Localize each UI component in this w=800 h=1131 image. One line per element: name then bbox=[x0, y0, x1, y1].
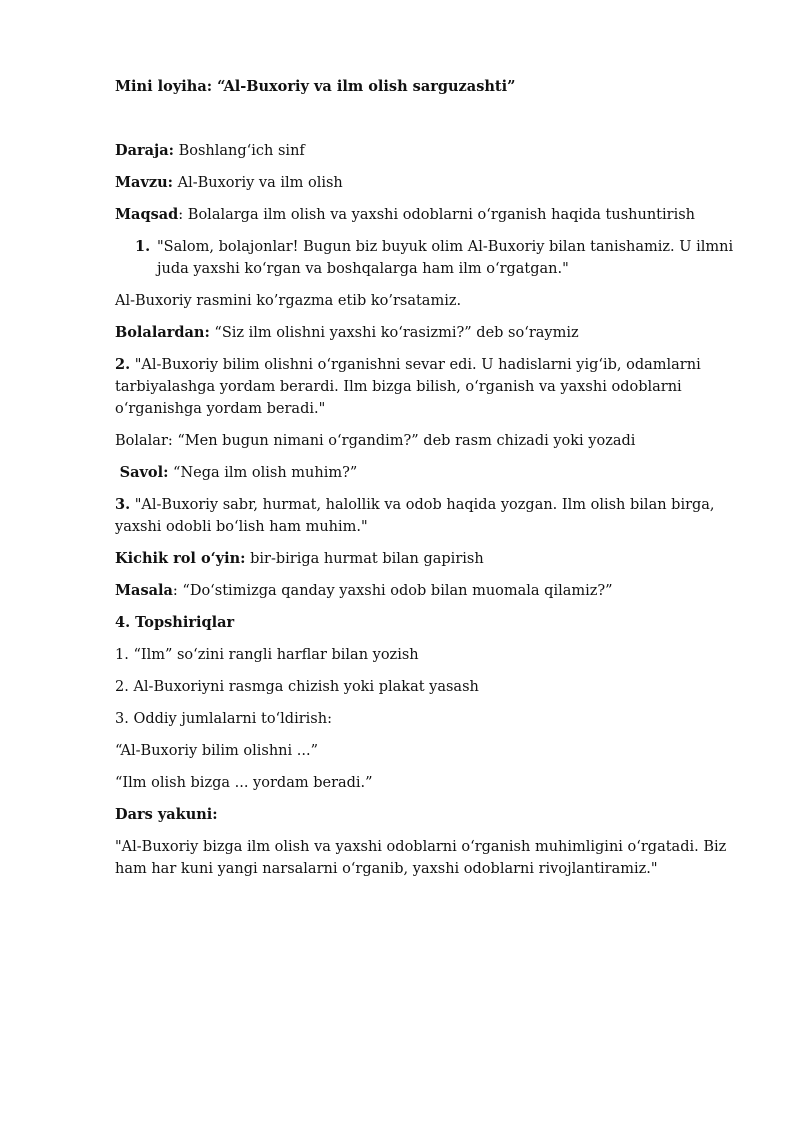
document-title bbox=[115, 76, 745, 98]
topshiriqlar-heading bbox=[115, 612, 745, 634]
title-text: Mini loyiha: “Al-Buxoriy va ilm olish sarguzashti” bbox=[115, 78, 516, 95]
item2-number: 2. bbox=[115, 356, 131, 373]
bolalardan-value: “Siz ilm olishni yaxshi ko‘rasizmi?” deb so‘raymiz bbox=[209, 325, 579, 341]
item2-text: "Al-Buxoriy bilim olishni o‘rganishni sevar edi. U hadislarni yig‘ib, odamlarni tarbiyalashga yordam berardi. Ilm bizga bilish, o‘rganish va yaxshi odoblarni o‘rganishga yordam beradi." bbox=[115, 357, 701, 417]
mavzu-value: Al-Buxoriy va ilm olish bbox=[173, 175, 343, 191]
mavzu-line bbox=[115, 172, 745, 194]
item3-number: 3. bbox=[115, 496, 131, 513]
list-number: 1. bbox=[135, 238, 151, 255]
kichik-value: bir-biriga hurmat bilan gapirish bbox=[245, 551, 484, 567]
list-item-1 bbox=[115, 236, 745, 280]
masala-label: Masala bbox=[115, 582, 173, 599]
maqsad-value: : Bolalarga ilm olish va yaxshi odoblarni o‘rganish haqida tushuntirish bbox=[178, 207, 695, 223]
masala-line bbox=[115, 580, 745, 602]
task-line: 1. “Ilm” so‘zini rangli harflar bilan yozish bbox=[115, 647, 419, 663]
daraja-line bbox=[115, 140, 745, 162]
task-line: 3. Oddiy jumlalarni to‘ldirish: bbox=[115, 711, 332, 727]
topshiriqlar-text: 4. Topshiriqlar bbox=[115, 614, 235, 631]
dars-yakuni-heading bbox=[115, 804, 745, 826]
masala-value: : “Do‘stimizga qanday yaxshi odob bilan muomala qilamiz?” bbox=[172, 583, 613, 599]
list-text: "Salom, bolajonlar! Bugun biz buyuk olim Al-Buxoriy bilan tanishamiz. U ilmni juda yaxshi ko‘rgan va boshqalarga ham ilm o‘rgatgan." bbox=[157, 239, 734, 277]
daraja-label: Daraja: bbox=[115, 142, 174, 159]
item3-text: "Al-Buxoriy sabr, hurmat, halollik va odob haqida yozgan. Ilm olish bilan birga, yaxshi odobli bo‘lish ham muhim." bbox=[115, 497, 715, 535]
savol-line bbox=[115, 462, 745, 484]
mavzu-label: Mavzu: bbox=[115, 174, 173, 191]
task-line: 2. Al-Buxoriyni rasmga chizish yoki plakat yasash bbox=[115, 679, 479, 695]
rasm-line: Al-Buxoriy rasmini ko’rgazma etib ko’rsatamiz. bbox=[115, 293, 462, 309]
item2-paragraph bbox=[115, 354, 745, 420]
bolalardan-label: Bolalardan: bbox=[115, 324, 210, 341]
savol-value: “Nega ilm olish muhim?” bbox=[168, 465, 358, 481]
kichik-line bbox=[115, 548, 745, 570]
item3-paragraph bbox=[115, 494, 745, 538]
savol-label: Savol: bbox=[119, 464, 169, 481]
bolalardan-line bbox=[115, 322, 745, 344]
document-page bbox=[115, 76, 745, 890]
kichik-label: Kichik rol o‘yin: bbox=[115, 550, 246, 567]
dars-yakuni-text: "Al-Buxoriy bizga ilm olish va yaxshi odoblarni o‘rganish muhimligini o‘rgatadi. Biz ham har kuni yangi narsalarni o‘rganib, yaxshi odoblarni rivojlantiramiz." bbox=[115, 839, 727, 877]
daraja-value: Boshlang‘ich sinf bbox=[174, 143, 305, 159]
bolalar-line: Bolalar: “Men bugun nimani o‘rgandim?” deb rasm chizadi yoki yozadi bbox=[115, 433, 636, 449]
task-line: “Al-Buxoriy bilim olishni ...” bbox=[115, 743, 318, 759]
maqsad-label: Maqsad bbox=[115, 206, 179, 223]
task-line: “Ilm olish bizga ... yordam beradi.” bbox=[115, 775, 373, 791]
dars-yakuni-label: Dars yakuni: bbox=[115, 806, 218, 823]
maqsad-line bbox=[115, 204, 745, 226]
